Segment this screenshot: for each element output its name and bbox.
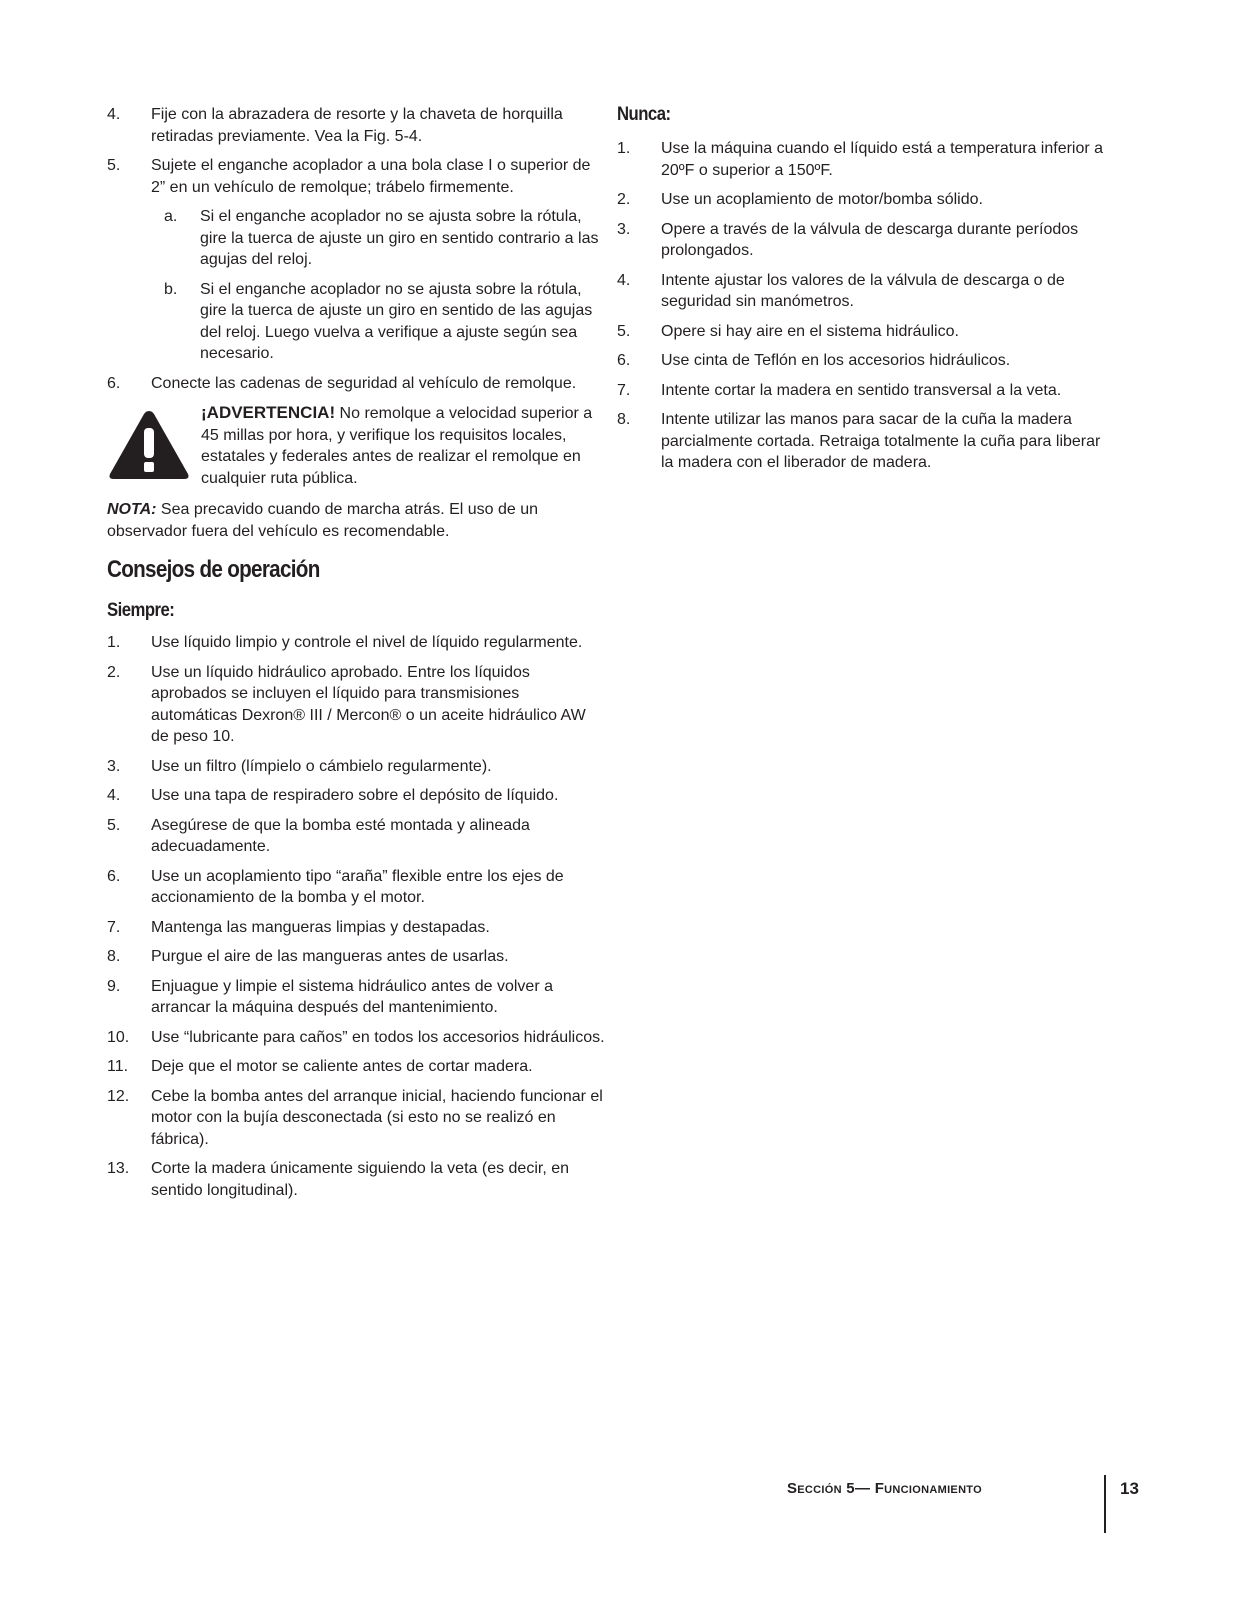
list-item [107,662,607,748]
item-number: 12. [107,1087,130,1105]
list-item [107,976,607,1019]
item-number: 8. [107,948,121,965]
item-text: Fije con la abrazadera de resorte y la chaveta de horquilla retiradas previamente. Vea la Fig. 5-4. [151,106,563,145]
list-item [107,1027,607,1049]
item-text: Use líquido limpio y controle el nivel de líquido regularmente. [151,634,583,651]
warning-box [107,402,607,489]
list-item [107,815,607,858]
warning-triangle-icon [107,402,201,489]
item-number: 8. [617,411,631,428]
item-text: Si el enganche acoplador no se ajusta sobre la rótula, gire la tuerca de ajuste un giro en sentido de las agujas del reloj. Luego vuelva a verifique a ajuste según sea necesario. [200,280,593,362]
item-text: Si el enganche acoplador no se ajusta sobre la rótula, gire la tuerca de ajuste un giro en sentido contrario a las agujas del reloj. [200,208,599,268]
item-number: 5. [107,816,121,834]
sub-step-list [107,206,607,365]
list-item [107,917,607,939]
list-item [107,946,607,968]
item-number: 2. [617,191,631,208]
list-item [107,155,607,198]
list-item [107,756,607,778]
item-text: Use un acoplamiento de motor/bomba sólido. [661,191,983,208]
item-number: 10. [107,1028,130,1046]
never-heading: Nunca: [617,104,671,125]
page-footer [786,1475,1150,1535]
item-text: Use un líquido hidráulico aprobado. Entre los líquidos aprobados se incluyen el líquido para transmisiones automáticas Dexron® III / Mercon® o un aceite hidráulico AW de peso 10. [151,663,586,745]
item-text: Intente ajustar los valores de la válvula de descarga o de seguridad sin manómetros. [661,271,1065,310]
item-letter: b. [164,280,178,298]
item-number: 2. [107,663,121,681]
list-item [107,1158,607,1201]
item-number: 1. [107,634,121,651]
list-item [107,632,607,654]
list-item [617,219,1117,262]
left-column [107,104,607,1209]
item-number: 4. [107,106,121,123]
item-text: Asegúrese de que la bomba esté montada y alineada adecuadamente. [151,816,530,855]
item-number: 5. [617,322,631,340]
item-text: Opere si hay aire en el sistema hidráulico. [661,322,959,340]
list-item [617,189,1117,211]
list-item [107,866,607,909]
item-text: Opere a través de la válvula de descarga durante períodos prolongados. [661,220,1079,259]
list-item [107,373,607,395]
list-item [107,104,607,147]
sub-list-item [156,279,607,365]
list-item [617,138,1117,181]
section-title: Consejos de operación [107,556,320,583]
list-item [107,785,607,807]
always-heading: Siempre: [107,600,175,621]
footer-divider [1104,1475,1106,1533]
item-number: 4. [107,787,121,804]
item-text: Use la máquina cuando el líquido está a temperatura inferior a 20ºF o superior a 150ºF. [661,140,1104,179]
item-number: 11. [107,1058,129,1075]
always-list [107,632,607,1201]
item-number: 6. [617,352,631,369]
item-number: 3. [107,757,121,775]
warning-heading: ¡ADVERTENCIA! [201,403,336,422]
item-number: 6. [107,374,121,392]
item-letter: a. [164,208,178,225]
step-list-top [107,104,607,198]
item-number: 1. [617,140,631,157]
item-text: Use cinta de Teflón en los accesorios hidráulicos. [661,352,1011,369]
item-text: Cebe la bomba antes del arranque inicial, haciendo funcionar el motor con la bujía desconectada (si esto no se realizó en fábrica). [151,1087,603,1148]
item-number: 9. [107,977,121,995]
item-text: Mantenga las mangueras limpias y destapadas. [151,918,490,936]
item-text: Corte la madera únicamente siguiendo la veta (es decir, en sentido longitudinal). [151,1160,570,1199]
right-column [617,104,1117,482]
item-text: Purgue el aire de las mangueras antes de usarlas. [151,948,509,965]
item-number: 7. [617,381,631,399]
item-text: Use un acoplamiento tipo “araña” flexible entre los ejes de accionamiento de la bomba y el motor. [151,867,564,906]
footer-section-title: Sección 5— Funcionamiento [786,1480,982,1497]
list-item [107,1086,607,1151]
note-text: Sea precavido cuando de marcha atrás. El uso de un observador fuera del vehículo es recomendable. [107,501,539,540]
warning-body: No remolque a velocidad superior a 45 millas por hora, y verifique los requisitos locales, estatales y federales antes de realizar el remolque en cualquier ruta pública. [201,405,593,487]
item-text: Intente utilizar las manos para sacar de la cuña la madera parcialmente cortada. Retraiga totalmente la cuña para liberar la madera con el liberador de madera. [661,411,1101,471]
note-label: NOTA: [107,501,157,518]
item-number: 3. [617,220,631,238]
list-item [617,409,1117,474]
never-list [617,138,1117,474]
page-number: 13 [1120,1479,1139,1498]
item-text: Sujete el enganche acoplador a una bola clase I o superior de 2” en un vehículo de remolque; trábelo firmemente. [151,157,591,196]
list-item [617,270,1117,313]
note [107,499,607,542]
item-text: Enjuague y limpie el sistema hidráulico antes de volver a arrancar la máquina después del mantenimiento. [151,977,553,1016]
item-text: Use “lubricante para caños” en todos los accesorios hidráulicos. [151,1028,605,1046]
item-text: Use un filtro (límpielo o cámbielo regularmente). [151,757,492,775]
item-number: 5. [107,157,121,174]
item-number: 6. [107,867,121,885]
item-number: 7. [107,918,121,936]
item-text: Conecte las cadenas de seguridad al vehículo de remolque. [151,374,577,392]
list-item [617,380,1117,402]
sub-list-item [156,206,607,271]
list-item [617,350,1117,372]
item-number: 4. [617,271,631,289]
item-text: Use una tapa de respiradero sobre el depósito de líquido. [151,787,559,804]
item-text: Intente cortar la madera en sentido transversal a la veta. [661,381,1062,399]
item-number: 13. [107,1160,130,1177]
warning-text [201,402,607,489]
list-item [617,321,1117,343]
list-item [107,1056,607,1078]
item-text: Deje que el motor se caliente antes de cortar madera. [151,1058,533,1075]
